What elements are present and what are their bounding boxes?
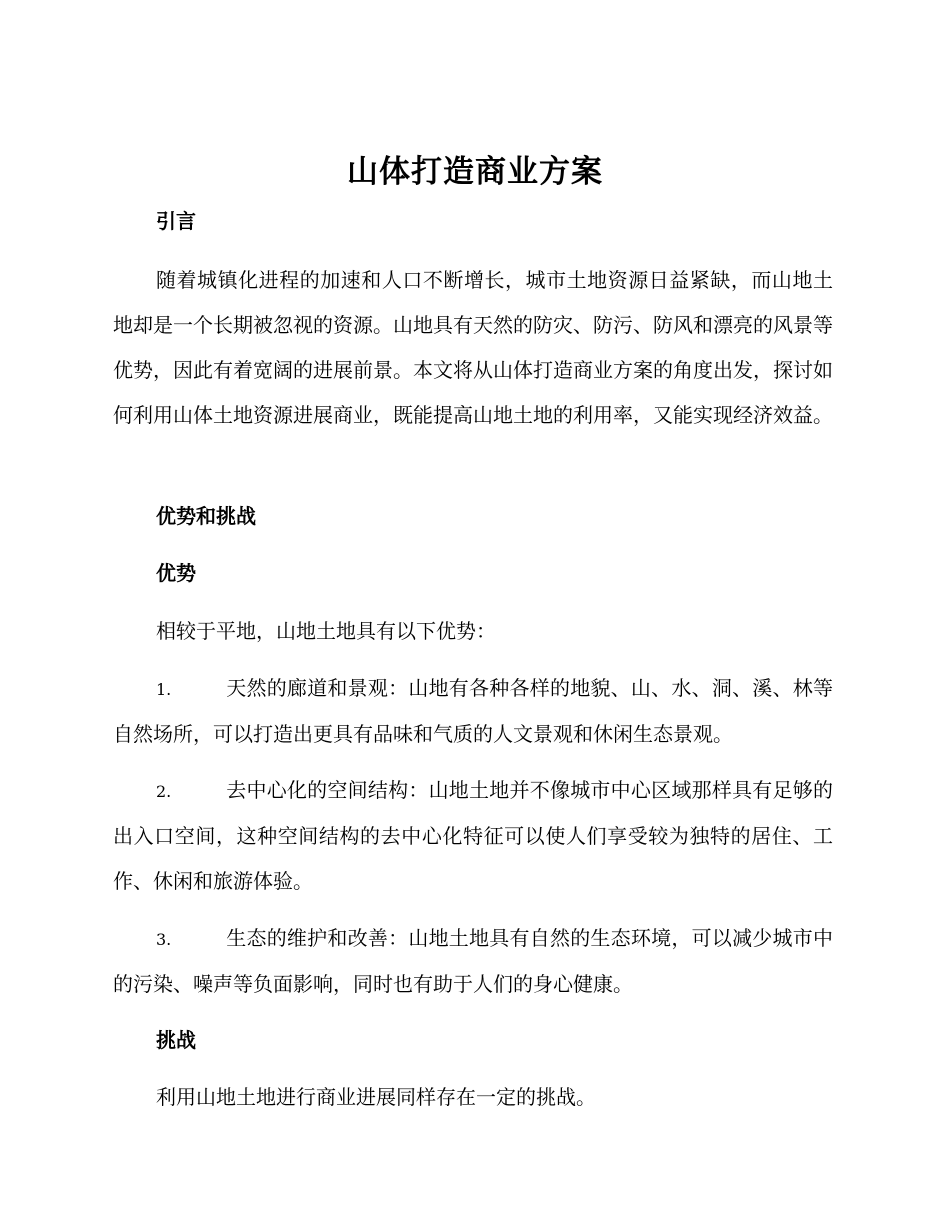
section-heading-pros-cons: 优势和挑战 <box>156 504 256 528</box>
list-item <box>113 916 833 1007</box>
section-heading-intro: 引言 <box>156 209 196 233</box>
list-item-number: 3. <box>156 930 172 949</box>
list-item-number: 1. <box>156 680 172 699</box>
section-heading-pros: 优势 <box>156 561 196 585</box>
list-item <box>113 768 833 904</box>
section-heading-challenges: 挑战 <box>156 1028 196 1052</box>
list-item <box>113 666 833 757</box>
list-item-text: 生态的维护和改善：山地土地具有自然的生态环境，可以减少城市中的污染、噪声等负面影响，同时也有助于人们的身心健康。 <box>113 926 833 996</box>
document-title: 山体打造商业方案 <box>347 154 603 190</box>
intro-paragraph: 随着城镇化进程的加速和人口不断增长，城市土地资源日益紧缺，而山地土地却是一个长期被忽视的资源。山地具有天然的防灾、防污、防风和漂亮的风景等优势，因此有着宽阔的进展前景。本文将从山体打造商业方案的角度出发，探讨如何利用山体土地资源进展商业，既能提高山地土地的利用率，又能实现经济效益。 <box>113 268 833 427</box>
pros-intro-paragraph: 相较于平地，山地土地具有以下优势： <box>156 619 496 643</box>
list-item-text: 天然的廊道和景观：山地有各种各样的地貌、山、水、洞、溪、林等自然场所，可以打造出更具有品味和气质的人文景观和休闲生态景观。 <box>113 676 833 746</box>
list-item-number: 2. <box>156 782 172 801</box>
challenges-intro-paragraph: 利用山地土地进行商业进展同样存在一定的挑战。 <box>156 1085 596 1109</box>
list-item-text: 去中心化的空间结构：山地土地并不像城市中心区域那样具有足够的出入口空间，这种空间结构的去中心化特征可以使人们享受较为独特的居住、工作、休闲和旅游体验。 <box>113 778 833 893</box>
